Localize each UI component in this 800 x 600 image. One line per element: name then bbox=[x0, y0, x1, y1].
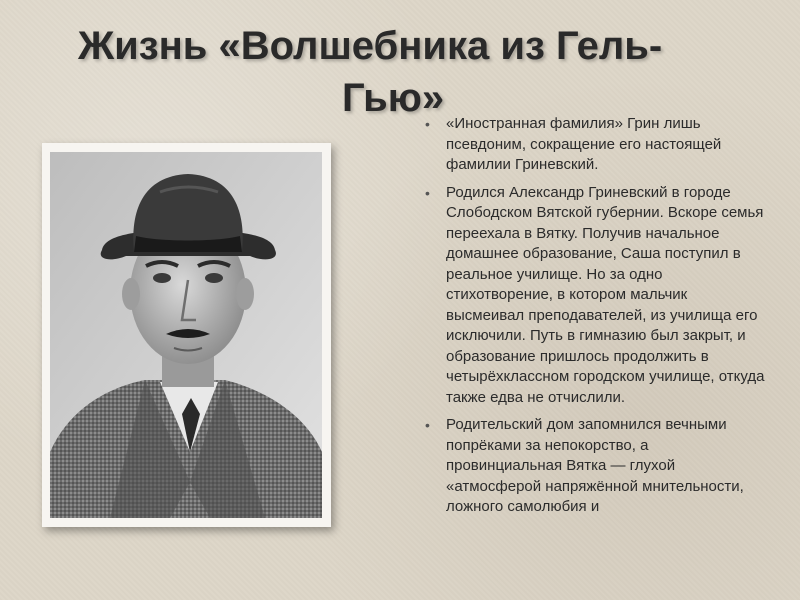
bullet-item bbox=[425, 114, 765, 176]
bullet-icon: • bbox=[425, 184, 430, 201]
bullet-text: Родился Александр Гриневский в городе Слободском Вятской губернии. Вскоре семья переехала в Вятку. Получив начальное домашнее образование, Саша поступил в реальное училище. Но за одно стихотворение, в котором мальчик высмеивал преподавателей, из училища его исключили. Путь в гимназию был закрыт, и образование пришлось продолжить в четырёхклассном городском училище, откуда также едва не отчислили. bbox=[446, 183, 765, 406]
bullet-item bbox=[425, 183, 765, 409]
bullet-icon: • bbox=[425, 116, 430, 132]
bullet-text: Родительский дом запомнился вечными попрёками за непокорство, а провинциальная Вятка — глухой «атмосферой напряжённой мнительности, ложного самолюбия и bbox=[446, 416, 744, 515]
bullet-icon: • bbox=[425, 417, 430, 433]
slide-title bbox=[78, 18, 758, 126]
portrait-frame bbox=[42, 143, 331, 527]
portrait-photo-icon bbox=[50, 152, 322, 518]
slide-title-line-1: Жизнь «Волшебника из Гель- bbox=[78, 24, 663, 68]
slide-title-line-2: Гью» bbox=[342, 76, 445, 120]
portrait-photo bbox=[50, 152, 322, 518]
bullet-list bbox=[425, 114, 765, 525]
bullet-item bbox=[425, 415, 765, 518]
bullet-text: «Иностранная фамилия» Грин лишь псевдоним, сокращение его настоящей фамилии Гриневский. bbox=[446, 115, 722, 173]
